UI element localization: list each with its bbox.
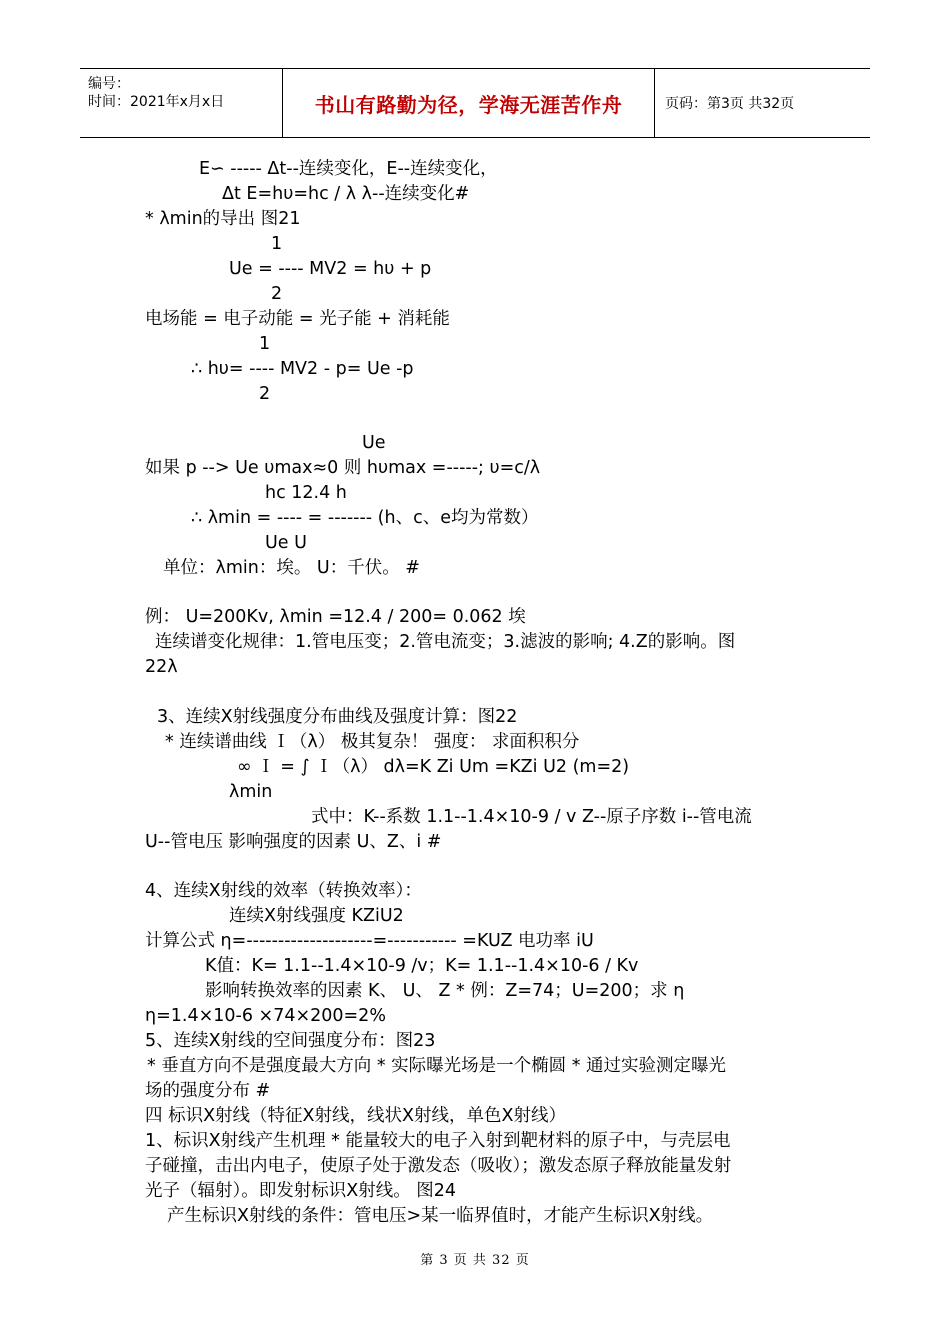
body-line: hc 12.4 h <box>265 483 347 503</box>
body-line: 1、标识X射线产生机理 * 能量较大的电子入射到靶材料的原子中，与壳层电 <box>145 1131 731 1151</box>
header-motto-cell <box>283 69 655 137</box>
body-line: 1 <box>259 334 271 354</box>
body-line: 场的强度分布 # <box>145 1081 271 1101</box>
body-line: λmin <box>229 782 273 802</box>
body-line: ∴ hυ= ---- MV2 - p= Ue -p <box>191 359 414 379</box>
header-motto: 书山有路勤为径，学海无涯苦作舟 <box>314 92 623 117</box>
body-line: 产生标识X射线的条件：管电压>某一临界值时，才能产生标识X射线。 <box>167 1206 714 1226</box>
header-page-number: 页码：第3页 共32页 <box>665 96 795 112</box>
page-header <box>80 68 870 138</box>
body-line: U--管电压 影响强度的因素 U、Z、i # <box>145 832 442 852</box>
header-page-cell <box>655 69 870 137</box>
body-line: 4、连续X射线的效率（转换效率）： <box>145 881 422 901</box>
body-line: 1 <box>271 234 283 254</box>
body-line: * 连续谱曲线 Ｉ（λ） 极其复杂！ 强度： 求面积积分 <box>165 732 580 752</box>
body-line: Ue = ---- MV2 = hυ + p <box>229 259 432 279</box>
body-line: ∴ λmin = ---- = ------- (h、c、e均为常数） <box>191 508 539 528</box>
header-info-cell <box>80 69 283 137</box>
body-line: 3、连续X射线强度分布曲线及强度计算：图22 <box>157 707 518 727</box>
body-line: Ue U <box>265 533 307 553</box>
body-line: E∽ ----- Δt--连续变化，E--连续变化， <box>199 159 498 179</box>
body-line: 式中：K--系数 1.1--1.4×10-9 / v Z--原子序数 i--管电流 <box>311 807 752 827</box>
body-line: 2 <box>271 284 283 304</box>
body-line: * λmin的导出 图21 <box>145 209 301 229</box>
page-footer: 第 3 页 共 32 页 <box>420 1253 530 1268</box>
body-line: Δt E=hυ=hc / λ λ--连续变化# <box>222 184 470 204</box>
body-line: K值：K= 1.1--1.4×10-9 /v；K= 1.1--1.4×10-6 / Kv <box>205 956 639 976</box>
body-line: η=1.4×10-6 ×74×200=2% <box>145 1006 386 1026</box>
document-date-label: 时间：2021年x月x日 <box>88 94 225 110</box>
body-line: ∞ Ｉ = ∫ Ｉ（λ） dλ=K Zi Um =KZi U2 (m=2) <box>237 757 630 777</box>
body-line: * 垂直方向不是强度最大方向 * 实际曝光场是一个椭圆 * 通过实验测定曝光 <box>147 1056 727 1076</box>
body-line: 电场能 = 电子动能 = 光子能 + 消耗能 <box>145 309 450 329</box>
body-line: 子碰撞，击出内电子，使原子处于激发态（吸收）；激发态原子释放能量发射 <box>145 1156 732 1176</box>
body-line: 连续X射线强度 KZiU2 <box>229 906 404 926</box>
body-line: 5、连续X射线的空间强度分布：图23 <box>145 1031 436 1051</box>
body-line: 例： U=200Kv, λmin =12.4 / 200= 0.062 埃 <box>145 607 526 627</box>
body-line: 如果 p --> Ue υmax≈0 则 hυmax =-----; υ=c/λ <box>145 458 541 478</box>
body-line: 单位：λmin：埃。 U：千伏。 # <box>163 558 420 578</box>
body-line: 22λ <box>145 657 178 677</box>
body-line: 连续谱变化规律：1.管电压变；2.管电流变；3.滤波的影响; 4.Z的影响。图 <box>155 632 736 652</box>
body-line: 计算公式 η=--------------------=----------- =KUZ 电功率 iU <box>145 931 594 951</box>
body-line: 影响转换效率的因素 K、 U、 Z * 例：Z=74；U=200；求 η <box>205 981 685 1001</box>
body-line: 2 <box>259 384 271 404</box>
body-line: 光子（辐射）。即发射标识X射线。 图24 <box>145 1181 457 1201</box>
body-line: Ue <box>362 433 386 453</box>
document-number-label: 编号： <box>88 76 130 92</box>
body-line: 四 标识X射线（特征X射线，线状X射线，单色X射线） <box>145 1106 567 1126</box>
